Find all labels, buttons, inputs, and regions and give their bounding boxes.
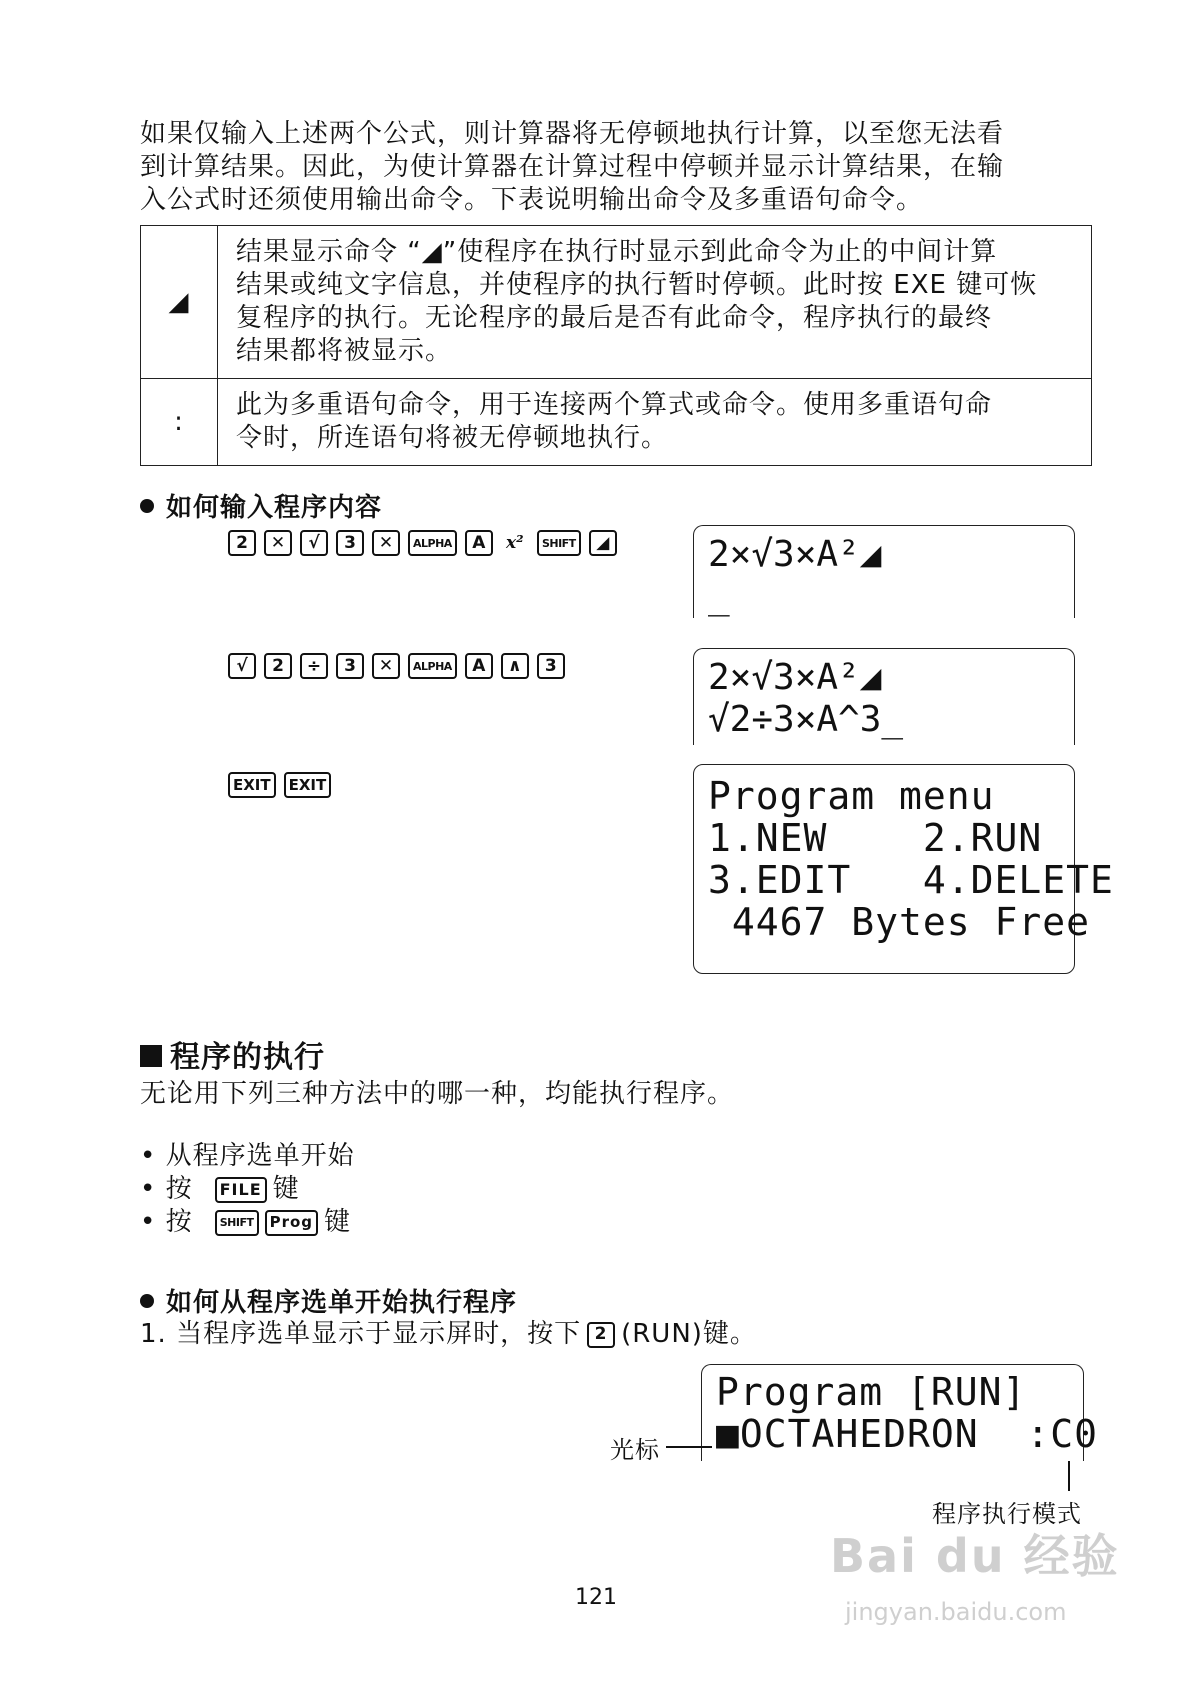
key-2[interactable]: 2 — [587, 1322, 615, 1348]
display-command-description — [218, 226, 1092, 379]
key-sqrt[interactable]: √ — [300, 530, 328, 556]
square-bullet — [140, 1045, 162, 1067]
table-row — [141, 379, 1092, 466]
table-row — [141, 226, 1092, 379]
key-sqrt[interactable]: √ — [228, 653, 256, 679]
key-prog[interactable]: Prog — [265, 1210, 318, 1236]
key-3[interactable]: 3 — [537, 653, 565, 679]
cursor-leader-line — [666, 1446, 712, 1448]
bullet-dot — [140, 1294, 154, 1308]
method-text: • 按 — [140, 1207, 193, 1237]
method-suffix: 键 — [324, 1207, 352, 1237]
step-text: 1. 当程序选单显示于显示屏时，按下 — [140, 1319, 582, 1349]
lcd-line: 2×√3×A²◢ — [708, 657, 882, 698]
key-file[interactable]: FILE — [215, 1177, 267, 1203]
key-multiply[interactable]: ✕ — [264, 530, 292, 556]
section-input-title-text: 如何输入程序内容 — [166, 493, 383, 523]
lcd-line: √2÷3×A^3_ — [708, 699, 904, 740]
run-step-1 — [140, 1318, 757, 1351]
mode-leader-line — [1068, 1461, 1070, 1491]
intro-line-1: 如果仅输入上述两个公式，则计算器将无停顿地执行计算，以至您无法看 — [140, 119, 1005, 149]
key-x-squared[interactable]: x² — [506, 532, 524, 553]
bullet-dot — [140, 499, 154, 513]
desc-line: 此为多重语句命令，用于连接两个算式或命令。使用多重语句命 — [236, 390, 993, 420]
key-3[interactable]: 3 — [336, 530, 364, 556]
key-sequence-1 — [228, 530, 617, 556]
watermark-url: jingyan.baidu.com — [845, 1598, 1067, 1626]
key-multiply[interactable]: ✕ — [372, 530, 400, 556]
desc-line: 结果或纯文字信息，并使程序的执行暂时停顿。此时按 EXE 键可恢 — [236, 270, 1038, 300]
method-text: • 从程序选单开始 — [140, 1141, 355, 1171]
mode-label: 程序执行模式 — [932, 1500, 1082, 1528]
section-input-title — [140, 487, 382, 524]
key-a[interactable]: A — [465, 653, 493, 679]
key-a[interactable]: A — [465, 530, 493, 556]
multistatement-symbol: : — [141, 379, 218, 466]
lcd-line: 1.NEW 2.RUN — [708, 816, 1043, 860]
cursor-label: 光标 — [610, 1436, 660, 1464]
lcd-program-menu — [693, 764, 1114, 974]
display-command-symbol: ◢ — [141, 226, 218, 379]
lcd-line: 4467 Bytes Free — [708, 900, 1091, 944]
key-power[interactable]: ∧ — [501, 653, 529, 679]
section-run-heading-text: 程序的执行 — [170, 1040, 325, 1075]
lcd-line: Program [RUN] — [716, 1370, 1027, 1414]
key-shift[interactable]: SHIFT — [215, 1210, 259, 1236]
multistatement-description — [218, 379, 1092, 466]
key-3[interactable]: 3 — [336, 653, 364, 679]
key-2[interactable]: 2 — [228, 530, 256, 556]
section-run-subtitle-text: 如何从程序选单开始执行程序 — [166, 1288, 518, 1318]
intro-line-2: 到计算结果。因此，为使计算器在计算过程中停顿并显示计算结果，在输 — [140, 152, 1005, 182]
method-2 — [140, 1173, 300, 1206]
key-sequence-2 — [228, 653, 565, 679]
key-multiply[interactable]: ✕ — [372, 653, 400, 679]
desc-line: 结果都将被显示。 — [236, 336, 453, 366]
desc-line: 结果显示命令 “◢”使程序在执行时显示到此命令为止的中间计算 — [236, 237, 998, 267]
key-display-command[interactable]: ◢ — [589, 530, 617, 556]
key-shift[interactable]: SHIFT — [537, 530, 581, 556]
key-alpha[interactable]: ALPHA — [408, 653, 457, 679]
intro-line-3: 入公式时还须使用输出命令。下表说明输出命令及多重语句命令。 — [140, 185, 924, 215]
page-number: 121 — [575, 1585, 617, 1610]
section-run-heading — [140, 1032, 325, 1076]
section-run-subtitle — [140, 1282, 517, 1319]
lcd-line: Program menu — [708, 774, 995, 818]
lcd-screen-2 — [693, 648, 1075, 745]
lcd-program-run — [701, 1364, 1099, 1461]
watermark-logo: Bai du 经验 — [830, 1529, 1120, 1583]
method-suffix: 键 — [272, 1174, 300, 1204]
lcd-line: 3.EDIT 4.DELETE — [708, 858, 1114, 902]
key-exit[interactable]: EXIT — [228, 772, 276, 798]
lcd-line: ■OCTAHEDRON :C0 — [716, 1412, 1099, 1456]
method-1 — [140, 1140, 355, 1173]
section-run-desc: 无论用下列三种方法中的哪一种，均能执行程序。 — [140, 1079, 735, 1109]
key-divide[interactable]: ÷ — [300, 653, 328, 679]
desc-line: 复程序的执行。无论程序的最后是否有此命令，程序执行的最终 — [236, 303, 993, 333]
desc-line: 令时，所连语句将被无停顿地执行。 — [236, 423, 669, 453]
step-text: (RUN)键。 — [621, 1319, 757, 1349]
lcd-line: 2×√3×A²◢ — [708, 534, 882, 575]
lcd-screen-1 — [693, 525, 1075, 618]
method-3 — [140, 1206, 351, 1239]
lcd-cursor-line: _ — [708, 576, 730, 617]
key-alpha[interactable]: ALPHA — [408, 530, 457, 556]
key-exit[interactable]: EXIT — [284, 772, 332, 798]
key-sequence-3 — [228, 772, 331, 798]
key-2[interactable]: 2 — [264, 653, 292, 679]
command-table — [140, 225, 1092, 466]
intro-paragraph — [140, 118, 1100, 217]
method-text: • 按 — [140, 1174, 193, 1204]
